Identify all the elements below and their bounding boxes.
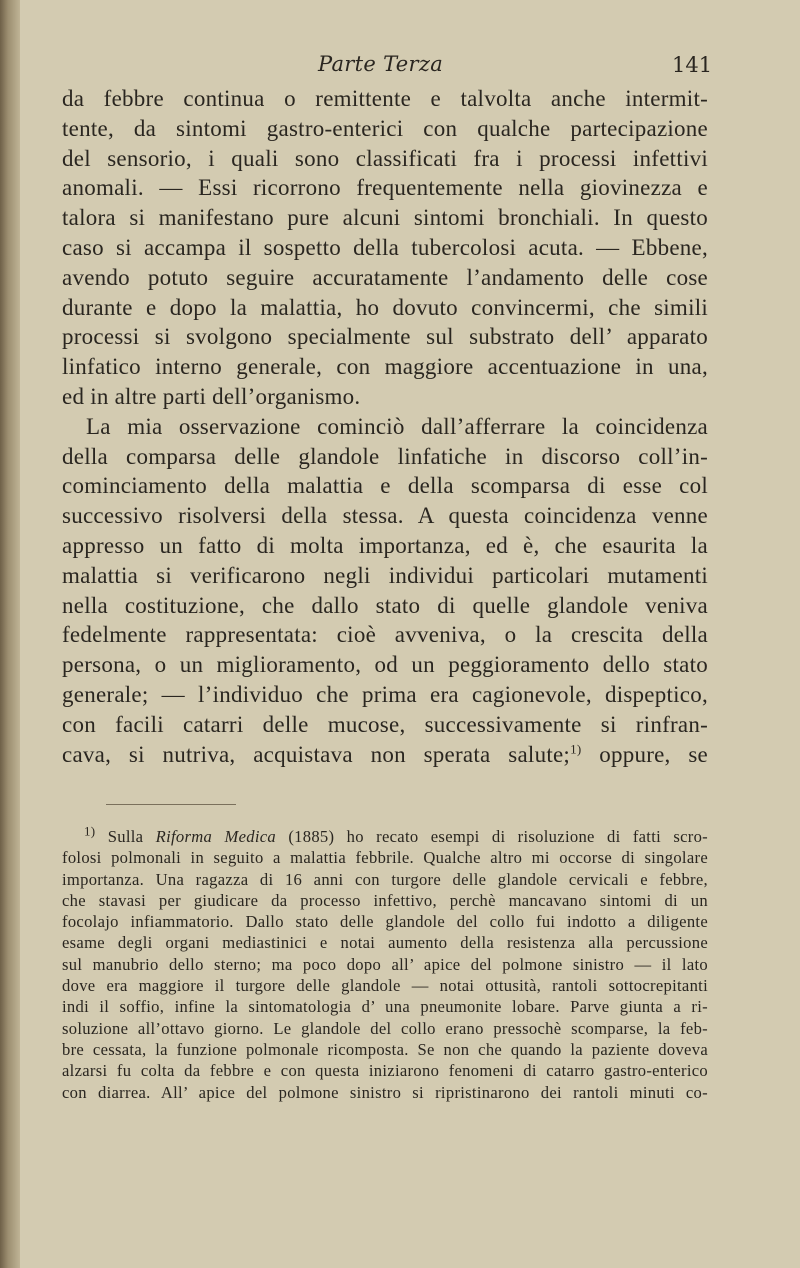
body-line-tail: oppure, se (581, 741, 709, 767)
body-line: nella costituzione, che dallo stato di quelle glandole veniva (62, 592, 708, 618)
footnote-line: con diarrea. All’ apice del polmone sinistro si ripristinarono dei rantoli minuti co- (62, 1082, 708, 1102)
footnote-line: alzarsi fu colta da febbre e con questa iniziarono fenomeni di catarro gastro-enterico (62, 1061, 708, 1081)
body-line-paragraph-start: La mia osservazione cominciò dall’afferrare la coincidenza (86, 413, 708, 439)
body-line: talora si manifestano pure alcuni sintomi bronchiali. In questo (62, 205, 708, 231)
footnote-line: folosi polmonali in seguito a malattia febbrile. Qualche altro mi occorse di singolare (62, 848, 708, 868)
body-line: con facili catarri delle mucose, successivamente si rinfran- (62, 711, 708, 737)
footnote-line: soluzione all’ottavo giorno. Le glandole del collo erano pressochè scomparse, la feb- (62, 1018, 708, 1038)
body-line: anomali. — Essi ricorrono frequentemente nella giovinezza e (62, 175, 708, 201)
book-spine-shadow (0, 0, 20, 1268)
footnote-reference: 1) (570, 740, 582, 756)
footnote-line: esame degli organi mediastinici e notai aumento della resistenza alla percussione (62, 933, 708, 953)
footnote-line: bre cessata, la funzione polmonale ricomposta. Se non che quando la paziente doveva (62, 1039, 708, 1059)
page-number: 141 (672, 53, 713, 77)
footnote-first-rest: (1885) ho recato esempi di risoluzione di fatti scro- (276, 827, 709, 846)
body-line: durante e dopo la malattia, ho dovuto convincermi, che simili (62, 294, 708, 320)
footnote-line: indi il soffio, infine la sintomatologia d’ una pneumonite lobare. Parve giunta a ri- (62, 997, 708, 1017)
body-line: persona, o un miglioramento, od un peggioramento dello stato (62, 652, 708, 678)
running-title: Parte Terza (318, 52, 444, 76)
page-header (0, 50, 800, 84)
body-line: della comparsa delle glandole linfatiche in discorso coll’in- (62, 443, 708, 469)
body-line: processi si svolgono specialmente sul substrato dell’ apparato (62, 324, 708, 350)
footnote-line: focolajo infiammatorio. Dallo stato delle glandole del collo fui indotto a diligente (62, 912, 708, 932)
footnote-intro: Sulla (95, 827, 156, 846)
journal-title: Riforma Medica (155, 827, 277, 846)
body-line: caso si accampa il sospetto della tubercolosi acuta. — Ebbene, (62, 234, 708, 260)
footnote-line: importanza. Una ragazza di 16 anni con turgore delle glandole cervicali e febbre, (62, 869, 708, 889)
body-line: fedelmente rappresentata: cioè avveniva, o la crescita della (62, 622, 708, 648)
footnote-first-line (62, 823, 709, 847)
body-line: da febbre continua o remittente e talvolta anche intermit- (62, 86, 708, 111)
footnote-line: sul manubrio dello sterno; ma poco dopo all’ apice del polmone sinistro — il lato (62, 954, 708, 974)
body-line: successivo risolversi della stessa. A questa coincidenza venne (62, 503, 708, 529)
body-line-paragraph-end: ed in altre parti dell’organismo. (62, 383, 361, 409)
body-line-text: cava, si nutriva, acquistava non sperata salute; (62, 741, 571, 767)
body-text (62, 84, 708, 769)
footnote-marker: 1) (84, 823, 96, 839)
body-line: tente, da sintomi gastro-enterici con qualche partecipazione (62, 115, 708, 141)
body-line: del sensorio, i quali sono classificati fra i processi infettivi (62, 145, 708, 171)
footnote-line: che stavasi per giudicare da processo infettivo, perchè mancavano sintomi di un (62, 890, 708, 910)
footnote-separator (106, 804, 236, 805)
footnote (62, 823, 709, 1103)
body-line: generale; — l’individuo che prima era cagionevole, dispeptico, (62, 681, 708, 707)
footnote-line: dove era maggiore il turgore delle glandole — notai ottusità, rantoli sottocrepitanti (62, 976, 708, 996)
body-line: appresso un fatto di molta importanza, ed è, che esaurita la (62, 532, 708, 558)
body-line-with-footnote-ref (62, 740, 708, 770)
body-line: avendo potuto seguire accuratamente l’andamento delle cose (62, 264, 708, 290)
body-line: malattia si verificarono negli individui particolari mutamenti (62, 562, 708, 588)
body-line: cominciamento della malattia e della scomparsa di esse col (62, 473, 708, 499)
body-line: linfatico interno generale, con maggiore accentuazione in una, (62, 354, 708, 380)
